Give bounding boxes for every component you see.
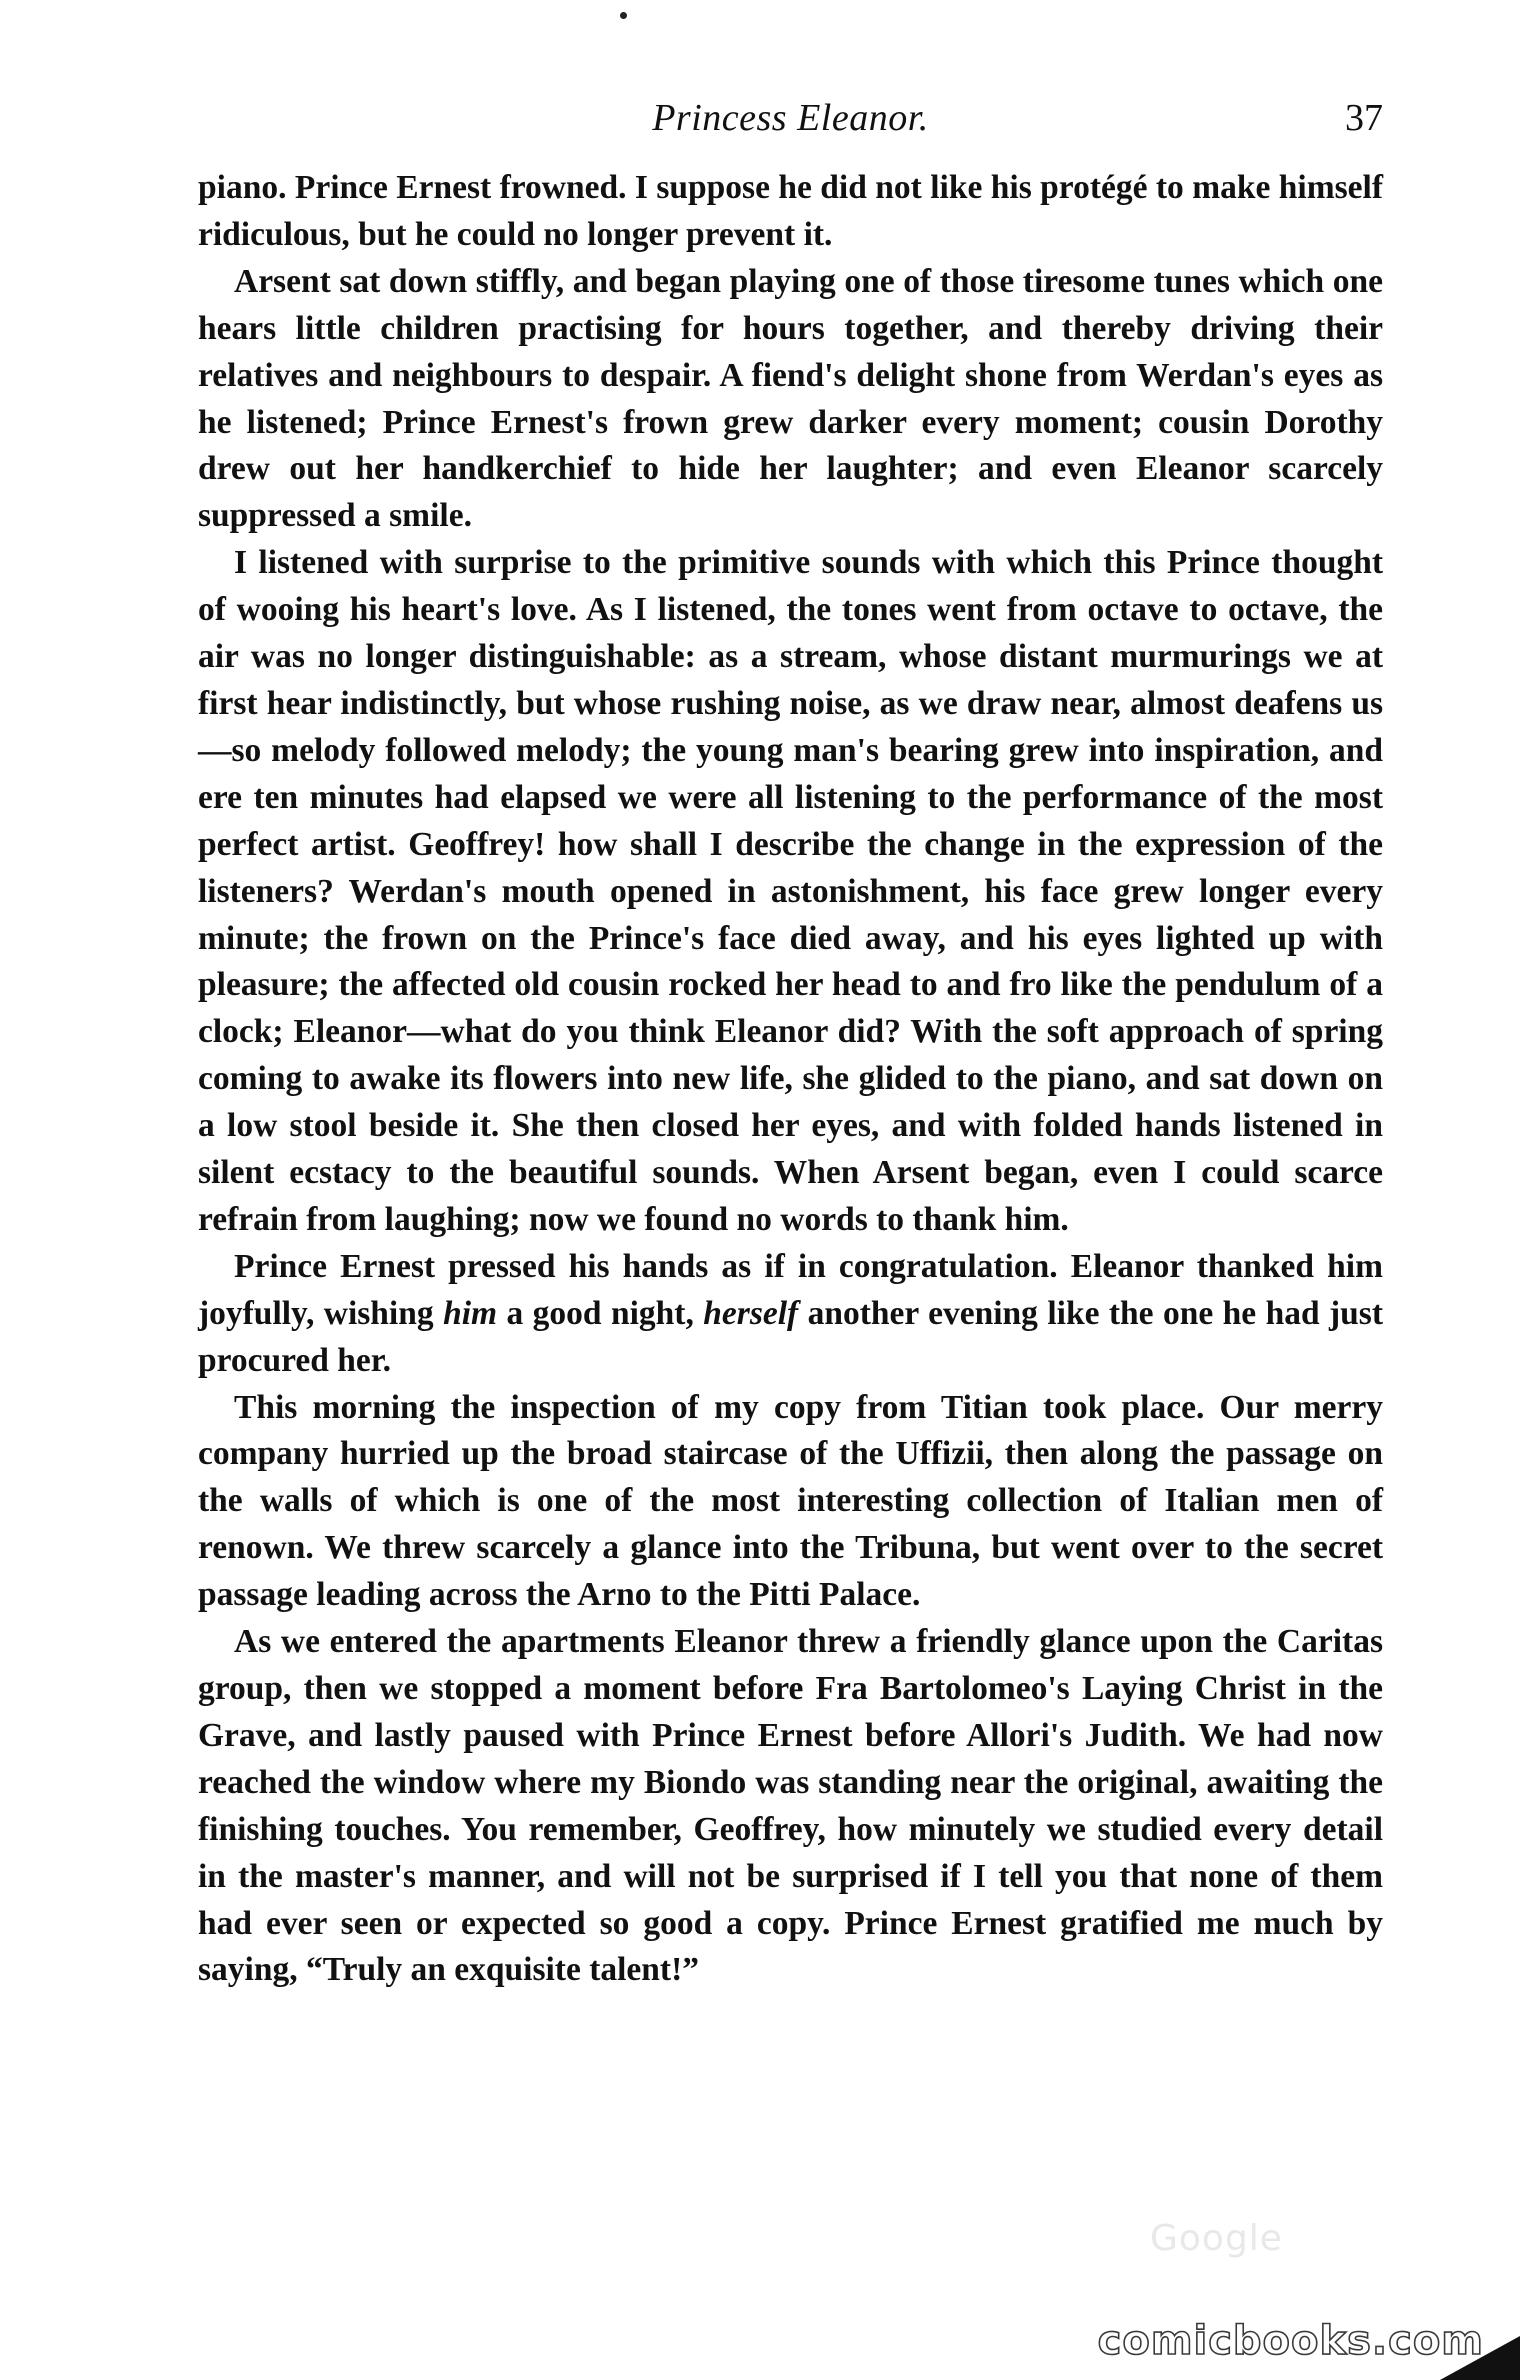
italic-text: herself <box>703 1294 799 1332</box>
text-run: As we entered the apartments Eleanor threw a friendly glance upon the Caritas group, then we stopped a moment before Fra Bartolomeo's Laying Christ in the Grave, and lastly paused with Prince Ernest before Allori's Judith. We had now reached the window where my Biondo was standing near the original, awaiting the finishing touches. You remember, Geoffrey, how minutely we studied every detail in the master's manner, and will not be surprised if I tell you that none of them had ever seen or expected so good a copy. Prince Ernest gratified me much by saying, “Truly an exquisite talent!” <box>198 1623 1383 1989</box>
page-number: 37 <box>1345 97 1383 139</box>
paragraph <box>198 1619 1383 1994</box>
running-title: Princess Eleanor. <box>652 97 929 139</box>
stray-ink-dot <box>620 12 627 19</box>
paragraph <box>198 165 1383 259</box>
italic-text: him <box>443 1294 498 1332</box>
paragraph <box>198 259 1383 540</box>
paragraph <box>198 1385 1383 1620</box>
corner-mark <box>1440 2336 1520 2380</box>
text-run: a good night, <box>497 1294 704 1332</box>
text-run: another evening like the one he had just procured her. <box>198 1294 1384 1379</box>
text-run: piano. Prince Ernest frowned. I suppose he did not like his protégé to make himself ridiculous, but he could no longer prevent it. <box>198 169 1383 253</box>
text-run: Arsent sat down stiffly, and began playing one of those tiresome tunes which one hears little children practising for hours together, and thereby driving their relatives and neighbours to despair. A fiend's delight shone from Werdan's eyes as he listened; Prince Ernest's frown grew darker every moment; cousin Dorothy drew out her handkerchief to hide her laughter; and even Eleanor scarcely suppressed a smile. <box>198 262 1383 535</box>
text-run: I listened with surprise to the primitive sounds with which this Prince thought of wooing his heart's love. As I listened, the tones went from octave to octave, the air was no longer distinguishable: as a stream, whose distant murmurings we at first hear indistinctly, but whose rushing noise, as we draw near, almost deafens us—so melody followed melody; the young man's bearing grew into inspiration, and ere ten minutes had elapsed we were all listening to the performance of the most perfect artist. Geoffrey! how shall I describe the change in the expression of the listeners? Werdan's mouth opened in astonishment, his face grew longer every minute; the frown on the Prince's face died away, and his eyes lighted up with pleasure; the affected old cousin rocked her head to and fro like the pendulum of a clock; Eleanor—what do you think Eleanor did? With the soft approach of spring coming to awake its flowers into new life, she glided to the piano, and sat down on a low stool beside it. She then closed her eyes, and with folded hands listened in silent ecstacy to the beautiful sounds. When Arsent began, even I could scarce refrain from laughing; now we found no words to thank him. <box>198 544 1383 1238</box>
text-run: Prince Ernest pressed his hands as if in congratulation. Eleanor thanked him joyfully, wishing <box>198 1247 1383 1332</box>
page-header <box>198 88 1383 148</box>
paragraph <box>198 1244 1383 1385</box>
text-run: This morning the inspection of my copy from Titian took place. Our merry company hurried up the broad staircase of the Uffizii, then along the passage on the walls of which is one of the most interesting collection of Italian men of renown. We threw scarcely a glance into the Tribuna, but went over to the secret passage leading across the Arno to the Pitti Palace. <box>198 1388 1383 1614</box>
site-watermark: comicbooks.com <box>1097 2318 1484 2364</box>
body-text <box>198 165 1383 1994</box>
google-watermark: Google <box>1150 2218 1283 2259</box>
paragraph <box>198 540 1383 1244</box>
